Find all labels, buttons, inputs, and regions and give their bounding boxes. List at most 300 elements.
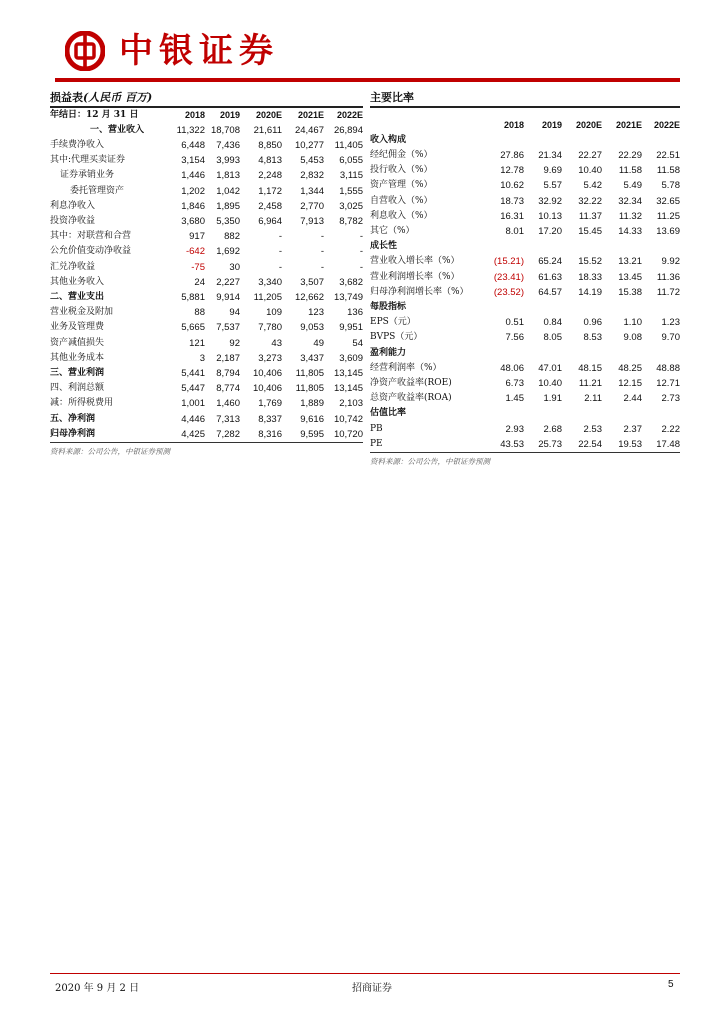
cell-value: 109 [266,307,282,319]
row-label: 利息收入（%） [370,210,433,221]
table-row [50,366,363,381]
income-statement-title [50,90,363,106]
year-header: 2018 [184,109,205,120]
table-row [50,427,363,442]
cell-value: 16.31 [500,210,524,222]
table-row [50,214,363,229]
table-row [370,330,680,345]
cell-value: - [320,231,324,243]
section-label: 估值比率 [370,408,407,419]
cell-value: 1,344 [300,185,324,197]
cell-value: 22.27 [578,149,602,161]
cell-value: 11.21 [578,377,602,389]
row-label: 其中:代理买卖证券 [50,155,126,166]
table-row [370,315,680,330]
cell-value: 882 [224,231,240,243]
cell-value: 1,042 [216,185,240,197]
cell-value: 32.34 [618,195,642,207]
cell-value: 15.45 [578,225,602,237]
cell-value: 3,115 [339,170,363,182]
row-label: 净资产收益率(ROE) [370,377,452,388]
table-unit: (人民币 百万) [83,91,153,104]
year-end-label: 年结日：12 月 31 日 [50,109,139,120]
year-header: 2020E [255,109,282,120]
row-label: 营业税金及附加 [50,307,114,318]
cell-value: 18.33 [578,271,602,283]
cell-value: 2.11 [584,393,602,405]
row-label: 汇兑净收益 [50,261,96,272]
cell-value: 11,805 [295,383,324,395]
table-row [50,229,363,244]
cell-value: 1,172 [258,185,282,197]
cell-value: 22.29 [618,149,642,161]
row-label: 一、营业收入 [90,124,145,135]
cell-value: 2.73 [661,393,680,405]
header-blank [370,118,480,133]
cell-value: 2.68 [543,423,562,435]
cell-value: 94 [229,307,240,319]
cell-value: 4,425 [181,428,205,440]
empty-cell [642,346,680,361]
cell-value: 13,749 [333,291,363,303]
section-label: 成长性 [370,241,398,252]
empty-cell [602,133,642,148]
header-row [50,108,363,123]
year-header: 2020E [575,119,602,130]
cell-value: 21,611 [253,124,282,136]
cell-value: 2,832 [300,170,324,182]
cell-value: 48.15 [578,362,602,374]
cell-value: - [359,231,363,243]
cell-value: 3,340 [258,276,282,288]
row-label: 二、营业支出 [50,291,105,302]
key-ratios-table [370,90,680,468]
key-ratios-grid [370,108,680,452]
cell-value: 5,453 [300,155,324,167]
cell-value: 9,951 [339,322,363,334]
cell-value: 49 [313,337,324,349]
cell-value: 6,964 [258,215,282,227]
table-row [370,209,680,224]
cell-value: 10,406 [252,367,282,379]
cell-value: 10,742 [333,413,363,425]
table-row [370,270,680,285]
cell-value: -642 [185,246,205,258]
cell-value: 47.01 [538,362,562,374]
cell-value: 32.65 [656,195,680,207]
cell-value: 48.88 [656,362,680,374]
empty-cell [602,346,642,361]
cell-value: 22.51 [656,149,680,161]
cell-value: 61.63 [538,271,562,283]
row-label: 投行收入（%） [370,165,433,176]
cell-value: 13.21 [618,256,642,268]
empty-cell [562,346,602,361]
cell-value: 13,145 [333,383,363,395]
cell-value: 3,680 [181,215,205,227]
cell-value: 2,227 [216,276,240,288]
cell-value: 11,205 [253,291,282,303]
cell-value: 10,277 [294,139,324,151]
cell-value: 2.93 [505,423,524,435]
table-row [50,336,363,351]
table-row [370,285,680,300]
cell-value: 1,769 [258,398,282,410]
income-statement-grid [50,108,363,442]
page-number: 5 [668,979,674,990]
table-row [370,376,680,391]
divider [50,442,363,443]
section-label: 每股指标 [370,301,407,312]
cell-value: 12,662 [294,291,324,303]
cell-value: 8,850 [258,139,282,151]
table-row [50,305,363,320]
cell-value: 7.56 [505,332,524,344]
cell-value: 1,846 [181,200,205,212]
row-label: 利息净收入 [50,200,96,211]
cell-value: 22.54 [578,438,602,450]
empty-cell [562,133,602,148]
cell-value: - [278,231,282,243]
cell-value: 0.96 [583,317,602,329]
table-row [50,153,363,168]
cell-value: - [320,246,324,258]
report-header [55,28,680,78]
cell-value: 3,993 [216,155,240,167]
empty-cell [524,133,562,148]
cell-value: 11.58 [656,165,680,177]
row-label: 投资净收益 [50,215,96,226]
cell-value: 136 [347,307,363,319]
cell-value: 1.23 [661,317,680,329]
empty-cell [480,239,524,254]
cell-value: 7,436 [216,139,240,151]
cell-value: 11.36 [656,271,680,283]
cell-value: 10.13 [538,210,562,222]
cell-value: 3,437 [300,352,324,364]
cell-value: 12.71 [656,377,680,389]
cell-value: 1,895 [216,200,240,212]
row-label: 其中：对联营和合营 [50,231,132,242]
cell-value: 64.57 [538,286,562,298]
cell-value: 15.52 [578,256,602,268]
cell-value: 1.91 [543,393,562,405]
cell-value: (23.41) [493,271,524,283]
table-row [370,437,680,452]
key-ratios-title: 主要比率 [370,91,414,104]
row-label: 手续费净收入 [50,139,105,150]
table-row [370,163,680,178]
cell-value: 9,053 [300,322,324,334]
cell-value: 88 [194,307,205,319]
row-label: 减：所得税费用 [50,398,114,409]
cell-value: 92 [229,337,240,349]
cell-value: 11.25 [656,210,680,222]
table-row [370,194,680,209]
cell-value: 12.78 [500,165,524,177]
empty-cell [642,239,680,254]
cell-value: 5,350 [216,215,240,227]
cell-value: 7,313 [216,413,240,425]
cell-value: 3,273 [258,352,282,364]
cell-value: 5.49 [623,180,642,192]
cell-value: 14.19 [578,286,602,298]
cell-value: 11.32 [618,210,642,222]
empty-cell [480,406,524,421]
cell-value: 1.45 [505,393,524,405]
cell-value: 9.92 [661,256,680,268]
cell-value: 43.53 [500,438,524,450]
year-header: 2021E [297,109,324,120]
cell-value: 2.37 [623,423,642,435]
cell-value: 18,708 [210,124,240,136]
source-note: 资料来源：公司公告，中银证券预测 [50,446,170,456]
cell-value: 2.22 [661,423,680,435]
empty-cell [602,300,642,315]
section-row [370,300,680,315]
cell-value: 11.37 [578,210,602,222]
cell-value: 2,103 [339,398,363,410]
table-row [50,138,363,153]
cell-value: 18.73 [500,195,524,207]
empty-cell [602,239,642,254]
cell-value: 54 [352,337,363,349]
row-label: 业务及管理费 [50,322,105,333]
table-row [50,184,363,199]
cell-value: 1,692 [216,246,240,258]
table-row [50,290,363,305]
row-label: 其他业务收入 [50,276,105,287]
cell-value: 48.25 [618,362,642,374]
cell-value: 9,616 [300,413,324,425]
cell-value: 2,187 [216,352,240,364]
section-row [370,133,680,148]
cell-value: 11.72 [656,286,680,298]
cell-value: 6,448 [181,139,205,151]
cell-value: 1,001 [181,398,205,410]
row-label: 营业收入增长率（%） [370,256,460,267]
year-header: 2022E [336,109,363,120]
cell-value: 43 [271,337,282,349]
table-row [50,320,363,335]
cell-value: 8,782 [339,215,363,227]
cell-value: 8,316 [258,428,282,440]
cell-value: 5.42 [583,180,602,192]
bank-of-china-logo-icon [65,31,105,71]
cell-value: 9,595 [300,428,324,440]
row-label: 其他业务成本 [50,352,105,363]
table-row [370,391,680,406]
cell-value: 21.34 [538,149,562,161]
cell-value: 17.20 [538,225,562,237]
cell-value: 2,770 [300,200,324,212]
empty-cell [642,406,680,421]
empty-cell [642,300,680,315]
table-row [50,412,363,427]
cell-value: 1,446 [181,170,205,182]
cell-value: 3 [199,352,205,364]
empty-cell [480,346,524,361]
year-header: 2019 [541,119,562,130]
cell-value: 9.70 [661,332,680,344]
cell-value: 32.92 [538,195,562,207]
cell-value: 1,202 [181,185,205,197]
table-row [50,381,363,396]
section-label: 盈利能力 [370,347,407,358]
cell-value: 7,780 [258,322,282,334]
cell-value: 5,665 [181,322,205,334]
table-row [50,260,363,275]
section-row [370,239,680,254]
row-label: 自营收入（%） [370,195,433,206]
cell-value: 25.73 [538,438,562,450]
cell-value: 10,720 [333,428,363,440]
year-header: 2018 [503,119,524,130]
cell-value: 121 [189,337,205,349]
cell-value: 3,025 [339,200,363,212]
cell-value: (23.52) [493,286,524,298]
row-label: 营业利润增长率（%） [370,271,460,282]
cell-value: 12.15 [618,377,642,389]
cell-value: 65.24 [538,256,562,268]
cell-value: 4,446 [181,413,205,425]
table-row [370,224,680,239]
year-header: 2022E [653,119,680,130]
row-label: 其它（%） [370,225,415,236]
cell-value: 11,405 [334,139,363,151]
empty-cell [642,133,680,148]
cell-value: 1,813 [216,170,240,182]
cell-value: 7,913 [300,215,324,227]
empty-cell [562,300,602,315]
cell-value: 24 [194,276,205,288]
row-label: PB [370,423,383,434]
row-label: 公允价值变动净收益 [50,246,132,257]
cell-value: 2.53 [583,423,602,435]
empty-cell [480,133,524,148]
cell-value: 5,881 [181,291,205,303]
cell-value: 3,609 [339,352,363,364]
cell-value: 11.58 [618,165,642,177]
cell-value: 8.01 [505,225,524,237]
cell-value: 32.22 [578,195,602,207]
section-row [370,346,680,361]
cell-value: 5.57 [543,180,562,192]
cell-value: 2,458 [258,200,282,212]
table-row [370,178,680,193]
table-row [50,244,363,259]
empty-cell [562,406,602,421]
cell-value: 48.06 [500,362,524,374]
cell-value: 24,467 [294,124,324,136]
empty-cell [480,300,524,315]
cell-value: 3,507 [300,276,324,288]
table-row [370,254,680,269]
row-label: 证券承销业务 [60,170,115,181]
header-divider [55,78,680,82]
cell-value: -75 [191,261,205,273]
table-row [370,422,680,437]
table-row [50,396,363,411]
source-note: 资料来源：公司公告，中银证券预测 [370,456,490,466]
company-name: 招商证券 [352,983,392,994]
cell-value: 19.53 [618,438,642,450]
cell-value: 7,282 [216,428,240,440]
cell-value: 10.40 [538,377,562,389]
row-label: 资产减值损失 [50,337,105,348]
cell-value: 10.40 [578,165,602,177]
cell-value: 0.84 [543,317,562,329]
row-label: 总资产收益率(ROA) [370,393,452,404]
cell-value: 1.10 [623,317,642,329]
cell-value: 3,154 [181,155,205,167]
cell-value: 9.08 [623,332,642,344]
row-label: 经营利润率（%） [370,362,442,373]
cell-value: - [278,261,282,273]
cell-value: 0.51 [505,317,524,329]
cell-value: (15.21) [493,256,524,268]
cell-value: 5,447 [181,383,205,395]
year-header: 2019 [219,109,240,120]
cell-value: 6,055 [339,155,363,167]
empty-cell [524,300,562,315]
cell-value: 2.44 [623,393,642,405]
cell-value: 9,914 [216,291,240,303]
table-row [370,148,680,163]
cell-value: 11,805 [295,367,324,379]
cell-value: 1,889 [300,398,324,410]
brand-name: 中银证券 [119,31,279,71]
row-label: 四、利润总额 [50,383,105,394]
cell-value: 11,322 [176,124,205,136]
empty-cell [562,239,602,254]
header-row [370,118,680,133]
cell-value: 13,145 [333,367,363,379]
cell-value: 917 [189,231,205,243]
spacer-row [370,108,680,118]
row-label: 归母净利润 [50,428,96,439]
cell-value: 8.53 [583,332,602,344]
divider [370,452,680,453]
table-row [50,275,363,290]
report-date: 2020 年 9 月 2 日 [55,983,140,994]
row-label: 资产管理（%） [370,180,433,191]
cell-value: 26,894 [333,124,363,136]
cell-value: 8.05 [543,332,562,344]
footer-divider [50,973,680,974]
cell-value: 123 [308,307,324,319]
table-row [50,199,363,214]
cell-value: 4,813 [258,155,282,167]
cell-value: 5,441 [181,367,205,379]
row-label: 归母净利润增长率（%） [370,286,469,297]
cell-value: - [359,246,363,258]
cell-value: 2,248 [258,170,282,182]
cell-value: 9.69 [543,165,562,177]
row-label: 经纪佣金（%） [370,149,433,160]
cell-value: 8,337 [258,413,282,425]
section-label: 收入构成 [370,134,407,145]
empty-cell [524,406,562,421]
section-row [370,406,680,421]
cell-value: 10,406 [252,383,282,395]
cell-value: 10.62 [500,180,524,192]
table-row [50,168,363,183]
cell-value: 27.86 [500,149,524,161]
cell-value: 30 [229,261,240,273]
cell-value: 7,537 [216,322,240,334]
income-statement-table [50,90,363,458]
